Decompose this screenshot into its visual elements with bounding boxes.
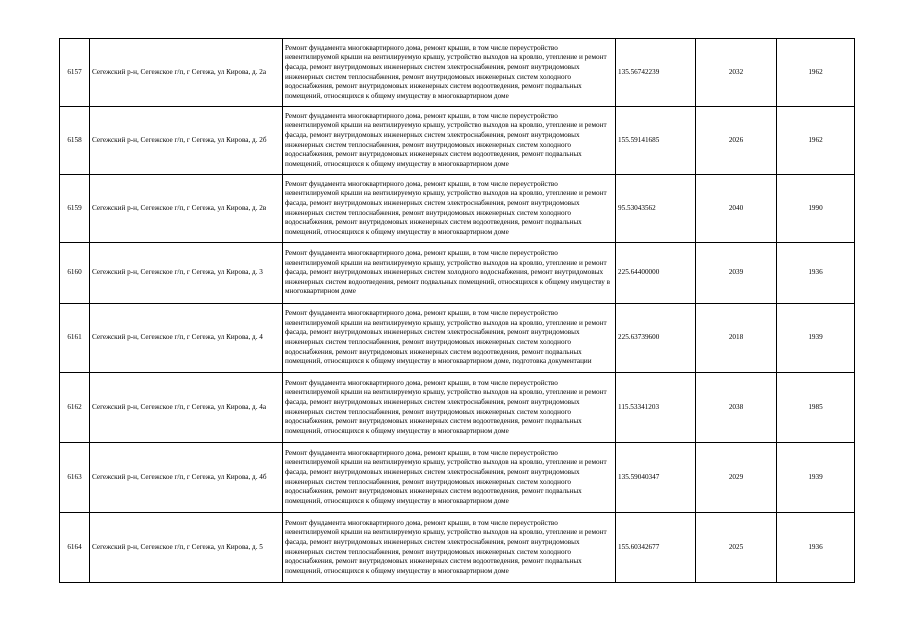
row-number: 6164 — [60, 513, 90, 583]
table-body — [60, 39, 855, 583]
address-cell: Сегежский р-н, Сегежское г/п, г Сегежа, ул Кирова, д. 2а — [90, 39, 283, 107]
built-year-cell: 1962 — [777, 107, 855, 175]
address-cell: Сегежский р-н, Сегежское г/п, г Сегежа, ул Кирова, д. 5 — [90, 513, 283, 583]
plan-year-cell: 2039 — [696, 243, 777, 304]
plan-year-cell: 2018 — [696, 304, 777, 373]
works-cell: Ремонт фундамента многоквартирного дома, ремонт крыши, в том числе переустройство невентилируемой крыши на вентилируемую крышу, устройство выходов на кровлю, утепление и ремонт фасада, ремонт внутридомовых инженерных систем электроснабжения, ремонт внутридомовых инженерных систем теплоснабжения, ремонт внутридомовых инженерных систем холодного водоснабжения, ремонт внутридомовых инженерных систем водоотведения, ремонт подвальных помещений, относящихся к общему имуществу в многоквартирном доме — [283, 107, 616, 175]
row-number: 6161 — [60, 304, 90, 373]
built-year-cell: 1985 — [777, 373, 855, 443]
table-row — [60, 175, 855, 243]
built-year-cell: 1939 — [777, 304, 855, 373]
row-number: 6163 — [60, 443, 90, 513]
table-row — [60, 107, 855, 175]
cost-cell: 155.60342677 — [616, 513, 696, 583]
address-cell: Сегежский р-н, Сегежское г/п, г Сегежа, ул Кирова, д. 4б — [90, 443, 283, 513]
works-cell: Ремонт фундамента многоквартирного дома, ремонт крыши, в том числе переустройство невентилируемой крыши на вентилируемую крышу, устройство выходов на кровлю, утепление и ремонт фасада, ремонт внутридомовых инженерных систем электроснабжения, ремонт внутридомовых инженерных систем теплоснабжения, ремонт внутридомовых инженерных систем холодного водоснабжения, ремонт внутридомовых инженерных систем водоотведения, ремонт подвальных помещений, относящихся к общему имуществу в многоквартирном доме — [283, 39, 616, 107]
plan-year-cell: 2038 — [696, 373, 777, 443]
built-year-cell: 1939 — [777, 443, 855, 513]
table-row — [60, 243, 855, 304]
housing-register-table — [59, 38, 855, 583]
row-number: 6162 — [60, 373, 90, 443]
works-cell: Ремонт фундамента многоквартирного дома, ремонт крыши, в том числе переустройство невентилируемой крыши на вентилируемую крышу, устройство выходов на кровлю, утепление и ремонт фасада, ремонт внутридомовых инженерных систем электроснабжения, ремонт внутридомовых инженерных систем теплоснабжения, ремонт внутридомовых инженерных систем холодного водоснабжения, ремонт внутридомовых инженерных систем водоотведения, ремонт подвальных помещений, относящихся к общему имуществу в многоквартирном доме — [283, 373, 616, 443]
works-cell: Ремонт фундамента многоквартирного дома, ремонт крыши, в том числе переустройство невентилируемой крыши на вентилируемую крышу, устройство выходов на кровлю, утепление и ремонт фасада, ремонт внутридомовых инженерных систем холодного водоснабжения, ремонт внутридомовых инженерных систем водоотведения, ремонт подвальных помещений, относящихся к общему имуществу в многоквартирном доме — [283, 243, 616, 304]
address-cell: Сегежский р-н, Сегежское г/п, г Сегежа, ул Кирова, д. 4а — [90, 373, 283, 443]
plan-year-cell: 2032 — [696, 39, 777, 107]
table-row — [60, 443, 855, 513]
cost-cell: 225.64400000 — [616, 243, 696, 304]
address-cell: Сегежский р-н, Сегежское г/п, г Сегежа, ул Кирова, д. 4 — [90, 304, 283, 373]
built-year-cell: 1990 — [777, 175, 855, 243]
row-number: 6157 — [60, 39, 90, 107]
table-row — [60, 39, 855, 107]
plan-year-cell: 2026 — [696, 107, 777, 175]
table-row — [60, 513, 855, 583]
table-row — [60, 304, 855, 373]
cost-cell: 95.53043562 — [616, 175, 696, 243]
plan-year-cell: 2040 — [696, 175, 777, 243]
plan-year-cell: 2029 — [696, 443, 777, 513]
built-year-cell: 1962 — [777, 39, 855, 107]
cost-cell: 115.53341203 — [616, 373, 696, 443]
row-number: 6158 — [60, 107, 90, 175]
cost-cell: 135.59040347 — [616, 443, 696, 513]
plan-year-cell: 2025 — [696, 513, 777, 583]
works-cell: Ремонт фундамента многоквартирного дома, ремонт крыши, в том числе переустройство невентилируемой крыши на вентилируемую крышу, устройство выходов на кровлю, утепление и ремонт фасада, ремонт внутридомовых инженерных систем электроснабжения, ремонт внутридомовых инженерных систем теплоснабжения, ремонт внутридомовых инженерных систем холодного водоснабжения, ремонт внутридомовых инженерных систем водоотведения, ремонт подвальных помещений, относящихся к общему имуществу в многоквартирном доме, подготовка документации — [283, 304, 616, 373]
built-year-cell: 1936 — [777, 243, 855, 304]
address-cell: Сегежский р-н, Сегежское г/п, г Сегежа, ул Кирова, д. 2в — [90, 175, 283, 243]
works-cell: Ремонт фундамента многоквартирного дома, ремонт крыши, в том числе переустройство невентилируемой крыши на вентилируемую крышу, устройство выходов на кровлю, утепление и ремонт фасада, ремонт внутридомовых инженерных систем электроснабжения, ремонт внутридомовых инженерных систем теплоснабжения, ремонт внутридомовых инженерных систем холодного водоснабжения, ремонт внутридомовых инженерных систем водоотведения, ремонт подвальных помещений, относящихся к общему имуществу в многоквартирном доме — [283, 175, 616, 243]
cost-cell: 155.59141685 — [616, 107, 696, 175]
table-row — [60, 373, 855, 443]
cost-cell: 135.56742239 — [616, 39, 696, 107]
works-cell: Ремонт фундамента многоквартирного дома, ремонт крыши, в том числе переустройство невентилируемой крыши на вентилируемую крышу, устройство выходов на кровлю, утепление и ремонт фасада, ремонт внутридомовых инженерных систем электроснабжения, ремонт внутридомовых инженерных систем теплоснабжения, ремонт внутридомовых инженерных систем холодного водоснабжения, ремонт внутридомовых инженерных систем водоотведения, ремонт подвальных помещений, относящихся к общему имуществу в многоквартирном доме — [283, 443, 616, 513]
works-cell: Ремонт фундамента многоквартирного дома, ремонт крыши, в том числе переустройство невентилируемой крыши на вентилируемую крышу, устройство выходов на кровлю, утепление и ремонт фасада, ремонт внутридомовых инженерных систем электроснабжения, ремонт внутридомовых инженерных систем теплоснабжения, ремонт внутридомовых инженерных систем холодного водоснабжения, ремонт внутридомовых инженерных систем водоотведения, ремонт подвальных помещений, относящихся к общему имуществу в многоквартирном доме — [283, 513, 616, 583]
built-year-cell: 1936 — [777, 513, 855, 583]
address-cell: Сегежский р-н, Сегежское г/п, г Сегежа, ул Кирова, д. 3 — [90, 243, 283, 304]
row-number: 6160 — [60, 243, 90, 304]
cost-cell: 225.63739600 — [616, 304, 696, 373]
address-cell: Сегежский р-н, Сегежское г/п, г Сегежа, ул Кирова, д. 2б — [90, 107, 283, 175]
row-number: 6159 — [60, 175, 90, 243]
